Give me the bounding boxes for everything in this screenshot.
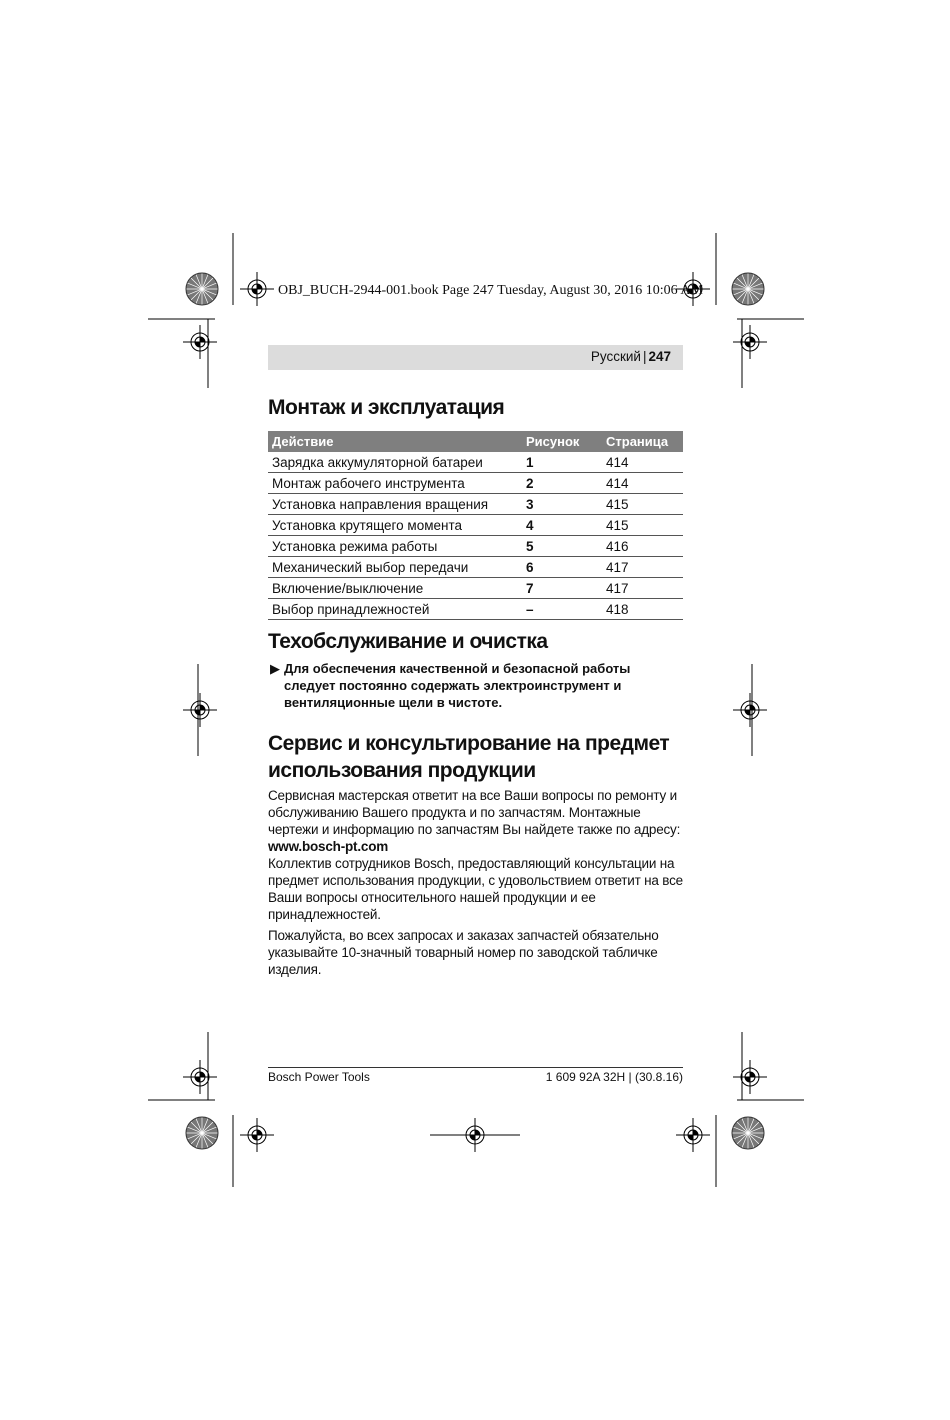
page-header: [268, 345, 683, 370]
table-cell-action: Механический выбор передачи: [268, 557, 522, 578]
table-row: [268, 536, 683, 557]
page-number: 247: [648, 349, 671, 364]
footer-divider: [268, 1067, 683, 1068]
table-row: [268, 557, 683, 578]
table-cell-figure: 7: [522, 578, 602, 599]
table-cell-page: 415: [602, 515, 683, 536]
table-header-row: [268, 431, 683, 452]
table-cell-page: 417: [602, 557, 683, 578]
header-text: [591, 349, 671, 364]
table-cell-figure: 2: [522, 473, 602, 494]
table-cell-action: Установка крутящего момента: [268, 515, 522, 536]
paragraph: [268, 787, 686, 923]
section-title-consult: Сервис и консультирование на предмет использования продукции: [268, 732, 670, 782]
table-cell-action: Зарядка аккумуляторной батареи: [268, 452, 522, 473]
paragraph: Пожалуйста, во всех запросах и заказах запчастей обязательно указывайте 10-значный товарный номер по заводской табличке изделия.: [268, 928, 659, 977]
table-cell-page: 417: [602, 578, 683, 599]
table-cell-page: 416: [602, 536, 683, 557]
section-title-mount: Монтаж и эксплуатация: [268, 396, 505, 419]
table-cell-figure: 5: [522, 536, 602, 557]
table-row: [268, 452, 683, 473]
table-row: [268, 515, 683, 536]
table-cell-figure: 6: [522, 557, 602, 578]
table-cell-action: Включение/выключение: [268, 578, 522, 599]
table-cell-action: Монтаж рабочего инструмента: [268, 473, 522, 494]
table-header-action: Действие: [268, 431, 522, 452]
website-link[interactable]: www.bosch-pt.com: [268, 839, 389, 854]
footer-doc-number: 1 609 92A 32H | (30.8.16): [545, 1070, 683, 1084]
table-header-page: Страница: [602, 431, 683, 452]
table-cell-action: Установка режима работы: [268, 536, 522, 557]
table-row: [268, 473, 683, 494]
paragraph-text: Коллектив сотрудников Bosch, предоставляющий консультации на предмет использования продукции, с удовольствием ответит на все Ваши вопросы относительного нашей продукции и ее принадлежностей.: [268, 856, 683, 922]
table-row: [268, 578, 683, 599]
paragraph-text: Сервисная мастерская ответит на все Ваши вопросы по ремонту и обслуживанию Вашего продукта и по запчастям. Монтажные чертежи и информацию по запчастям Вы найдете также по адресу:: [268, 788, 681, 837]
table-row: [268, 494, 683, 515]
section-title-service: Техобслуживание и очистка: [268, 630, 548, 653]
table-cell-action: Установка направления вращения: [268, 494, 522, 515]
bullet-triangle-icon: ▶: [270, 661, 280, 676]
table-cell-figure: –: [522, 599, 602, 620]
table-cell-page: 414: [602, 473, 683, 494]
table-cell-page: 418: [602, 599, 683, 620]
table-cell-figure: 3: [522, 494, 602, 515]
operations-table: [268, 431, 683, 620]
file-slug: OBJ_BUCH-2944-001.book Page 247 Tuesday, August 30, 2016 10:06 AM: [278, 283, 703, 298]
maintenance-instruction: [270, 660, 685, 711]
consult-body: [268, 787, 686, 982]
table-header-figure: Рисунок: [522, 431, 602, 452]
table-cell-figure: 4: [522, 515, 602, 536]
table-cell-action: Выбор принадлежностей: [268, 599, 522, 620]
table-cell-page: 415: [602, 494, 683, 515]
header-language: Русский: [590, 349, 641, 364]
table-row: [268, 599, 683, 620]
footer-brand: Bosch Power Tools: [268, 1070, 370, 1084]
header-separator: |: [642, 349, 647, 364]
maintenance-instruction-text: Для обеспечения качественной и безопасной работы следует постоянно содержать электроинструмент и вентиляционные щели в чистоте.: [284, 661, 631, 710]
table-cell-figure: 1: [522, 452, 602, 473]
table-cell-page: 414: [602, 452, 683, 473]
